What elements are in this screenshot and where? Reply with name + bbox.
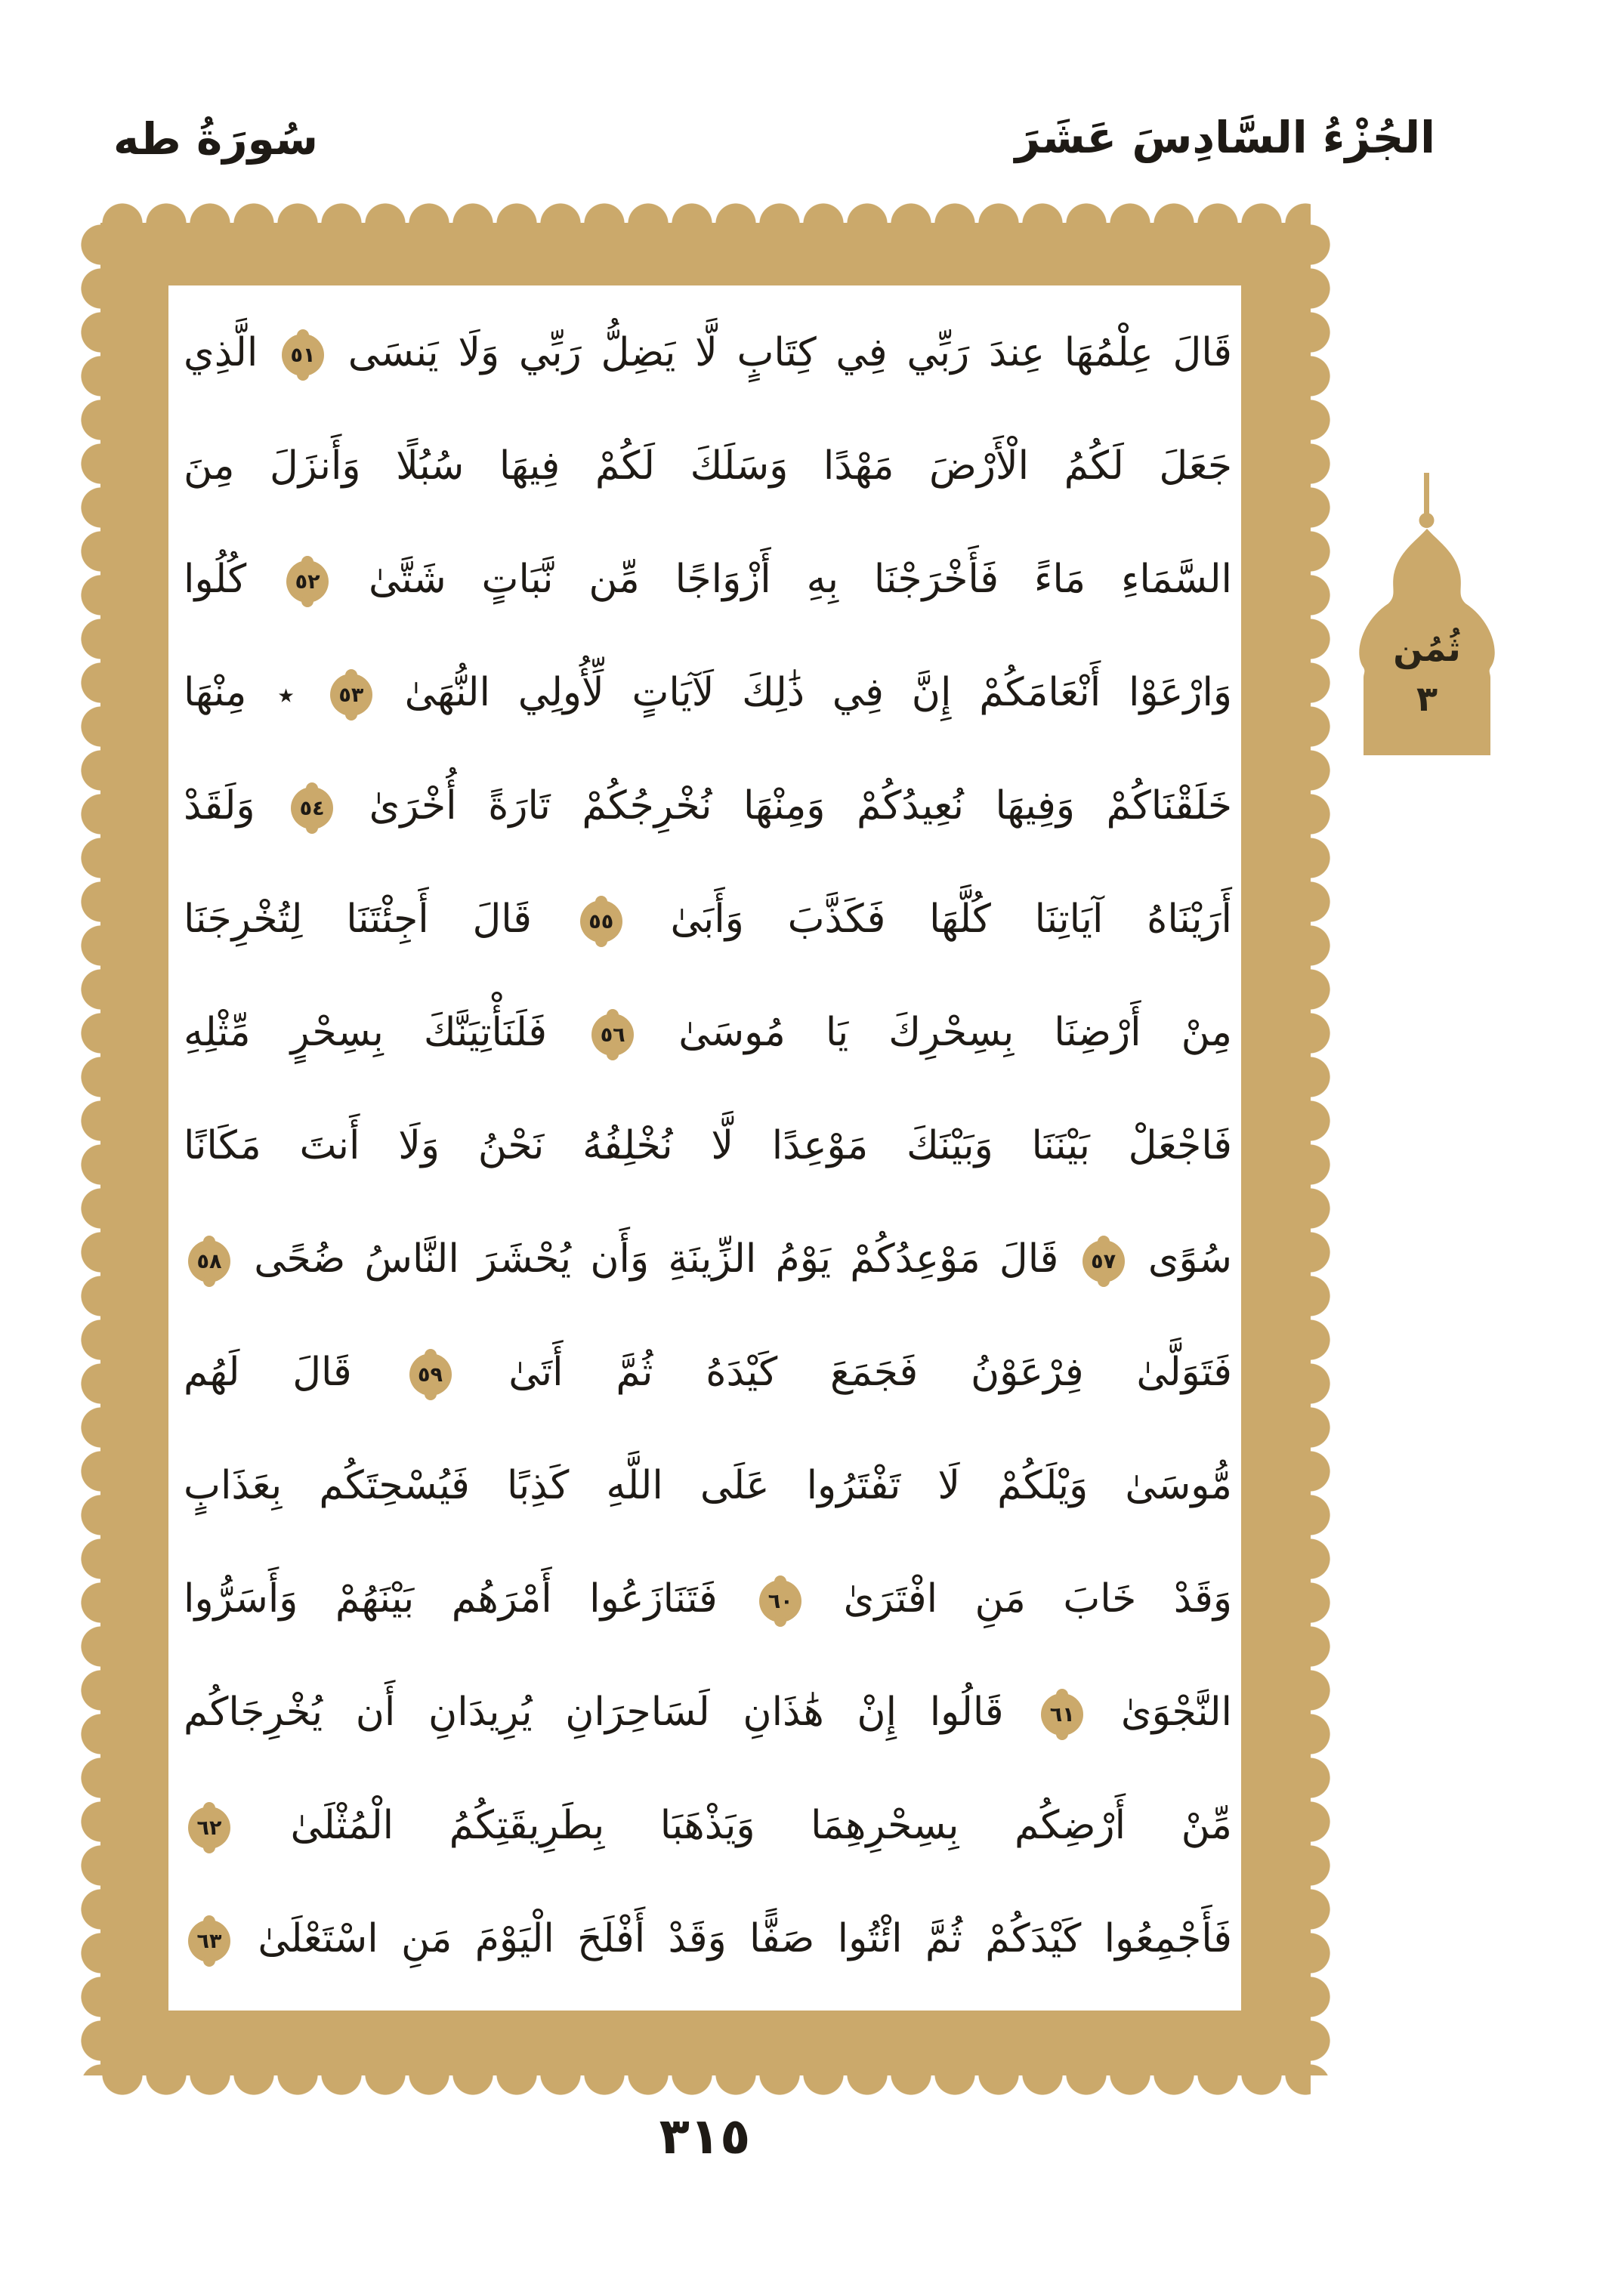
verse-number-badge xyxy=(409,1353,452,1396)
quran-line-8 xyxy=(184,1089,1232,1202)
verse-number: ٥٣ xyxy=(338,683,364,707)
verse-number: ٥٢ xyxy=(295,569,320,594)
frame-scallop-left xyxy=(79,223,101,2075)
verse-number-badge xyxy=(330,674,372,716)
verse-number: ٥٨ xyxy=(196,1249,222,1273)
quran-line-7 xyxy=(184,976,1232,1089)
verse-number-badge xyxy=(188,1807,230,1849)
quran-text-block xyxy=(184,296,1232,1995)
verse-number: ٥٤ xyxy=(299,796,325,820)
quran-line-12 xyxy=(184,1542,1232,1656)
verse-number: ٥٥ xyxy=(588,909,614,934)
verse-number-badge xyxy=(282,334,324,376)
ayah-text: قَالَ لَهُم xyxy=(184,1350,352,1395)
ayah-text: الَّذِي xyxy=(184,330,258,375)
quran-line-11 xyxy=(184,1429,1232,1542)
quran-line-6 xyxy=(184,863,1232,976)
ayah-text: النَّجْوَىٰ xyxy=(1120,1690,1232,1735)
ayah-text: مِّنْ أَرْضِكُم بِسِحْرِهِمَا وَيَذْهَبَا بِطَرِيقَتِكُمُ الْمُثْلَىٰ xyxy=(290,1803,1233,1848)
ayah-text: كُلُوا xyxy=(184,557,247,602)
verse-number: ٦٠ xyxy=(767,1589,793,1613)
verse-number-badge xyxy=(286,560,329,603)
quran-line-4 xyxy=(184,636,1232,749)
frame-scallop-top xyxy=(100,202,1311,224)
quran-line-10 xyxy=(184,1316,1232,1429)
verse-number-badge xyxy=(591,1014,634,1056)
ayah-text: قَالُوا إِنْ هَٰذَانِ لَسَاحِرَانِ يُرِيدَانِ أَن يُخْرِجَاكُم xyxy=(184,1690,1004,1735)
verse-number: ٥٩ xyxy=(418,1362,443,1387)
verse-number-badge xyxy=(188,1240,230,1282)
verse-number-badge xyxy=(580,900,622,943)
verse-number-badge xyxy=(188,1920,230,1962)
ayah-text: وَلَقَدْ xyxy=(184,783,255,829)
ayah-text: وَقَدْ خَابَ مَنِ افْتَرَىٰ xyxy=(843,1576,1233,1622)
ayah-text: فَتَوَلَّىٰ فِرْعَوْنُ فَجَمَعَ كَيْدَهُ ثُمَّ أَتَىٰ xyxy=(508,1350,1232,1395)
ayah-text: قَالَ مَوْعِدُكُمْ يَوْمُ الزِّينَةِ وَأَن يُحْشَرَ النَّاسُ ضُحًى xyxy=(254,1236,1059,1282)
ayah-text: فَأَجْمِعُوا كَيْدَكُمْ ثُمَّ ائْتُوا صَفًّا وَقَدْ أَفْلَحَ الْيَوْمَ مَنِ اسْتَعْلَىٰ xyxy=(258,1916,1232,1961)
ayah-text: فَلَنَأْتِيَنَّكَ بِسِحْرٍ مِّثْلِهِ xyxy=(184,1010,548,1055)
frame-scallop-right xyxy=(1310,223,1332,2075)
quran-line-3 xyxy=(184,523,1232,636)
verse-number: ٥٧ xyxy=(1091,1249,1116,1273)
ayah-text: مِنْهَا xyxy=(184,670,247,715)
verse-number: ٦٣ xyxy=(196,1929,222,1953)
ayah-text: السَّمَاءِ مَاءً فَأَخْرَجْنَا بِهِ أَزْوَاجًا مِّن نَّبَاتٍ شَتَّىٰ xyxy=(369,557,1232,602)
verse-number: ٦١ xyxy=(1049,1702,1075,1727)
ayah-text: خَلَقْنَاكُمْ وَفِيهَا نُعِيدُكُمْ وَمِنْهَا نُخْرِجُكُمْ تَارَةً أُخْرَىٰ xyxy=(369,783,1233,829)
page-number: ٣١٥ xyxy=(659,2107,751,2165)
ayah-text: فَتَنَازَعُوا أَمْرَهُم بَيْنَهُمْ وَأَسَرُّوا xyxy=(184,1576,718,1622)
thumn-label: ثُمُن xyxy=(1393,628,1461,669)
ayah-text: سُوًى xyxy=(1147,1236,1232,1282)
verse-number-badge xyxy=(1041,1693,1083,1736)
verse-number: ٥١ xyxy=(290,343,316,367)
thumn-marker xyxy=(1353,473,1501,755)
ayah-text: فَاجْعَلْ بَيْنَنَا وَبَيْنَكَ مَوْعِدًا لَّا نُخْلِفُهُ نَحْنُ وَلَا أَنتَ مَكَانًا xyxy=(184,1123,1232,1168)
ayah-text: جَعَلَ لَكُمُ الْأَرْضَ مَهْدًا وَسَلَكَ لَكُمْ فِيهَا سُبُلًا وَأَنزَلَ مِنَ xyxy=(184,443,1232,489)
juz-title: الجُزْءُ السَّادِسَ عَشَرَ xyxy=(1015,112,1435,163)
verse-number: ٥٦ xyxy=(600,1023,625,1047)
quran-line-1 xyxy=(184,296,1232,409)
quran-line-5 xyxy=(184,749,1232,863)
rub-el-hizb-icon: ٭ xyxy=(277,676,295,713)
verse-number: ٦٢ xyxy=(196,1816,222,1840)
quran-line-9 xyxy=(184,1202,1232,1316)
quran-line-14 xyxy=(184,1769,1232,1882)
surah-title: سُورَةُ طه xyxy=(113,113,319,165)
verse-number-badge xyxy=(291,787,333,829)
thumn-number: ٣ xyxy=(1416,678,1438,719)
ayah-text: مُّوسَىٰ وَيْلَكُمْ لَا تَفْتَرُوا عَلَى اللَّهِ كَذِبًا فَيُسْحِتَكُم بِعَذَابٍ xyxy=(184,1463,1232,1508)
ayah-text: مِنْ أَرْضِنَا بِسِحْرِكَ يَا مُوسَىٰ xyxy=(678,1010,1233,1055)
ayah-text: وَارْعَوْا أَنْعَامَكُمْ إِنَّ فِي ذَٰلِكَ لَآيَاتٍ لِّأُولِي النُّهَىٰ xyxy=(404,670,1233,715)
verse-number-badge xyxy=(1083,1240,1125,1282)
ayah-text: قَالَ عِلْمُهَا عِندَ رَبِّي فِي كِتَابٍ لَّا يَضِلُّ رَبِّي وَلَا يَنسَى xyxy=(347,330,1233,375)
quran-line-2 xyxy=(184,409,1232,523)
quran-line-15 xyxy=(184,1882,1232,1995)
quran-line-13 xyxy=(184,1656,1232,1769)
ayah-text: أَرَيْنَاهُ آيَاتِنَا كُلَّهَا فَكَذَّبَ وَأَبَىٰ xyxy=(670,896,1232,942)
ayah-text: قَالَ أَجِئْتَنَا لِتُخْرِجَنَا xyxy=(184,896,532,942)
verse-number-badge xyxy=(759,1580,801,1622)
frame-scallop-bottom xyxy=(100,2075,1311,2097)
